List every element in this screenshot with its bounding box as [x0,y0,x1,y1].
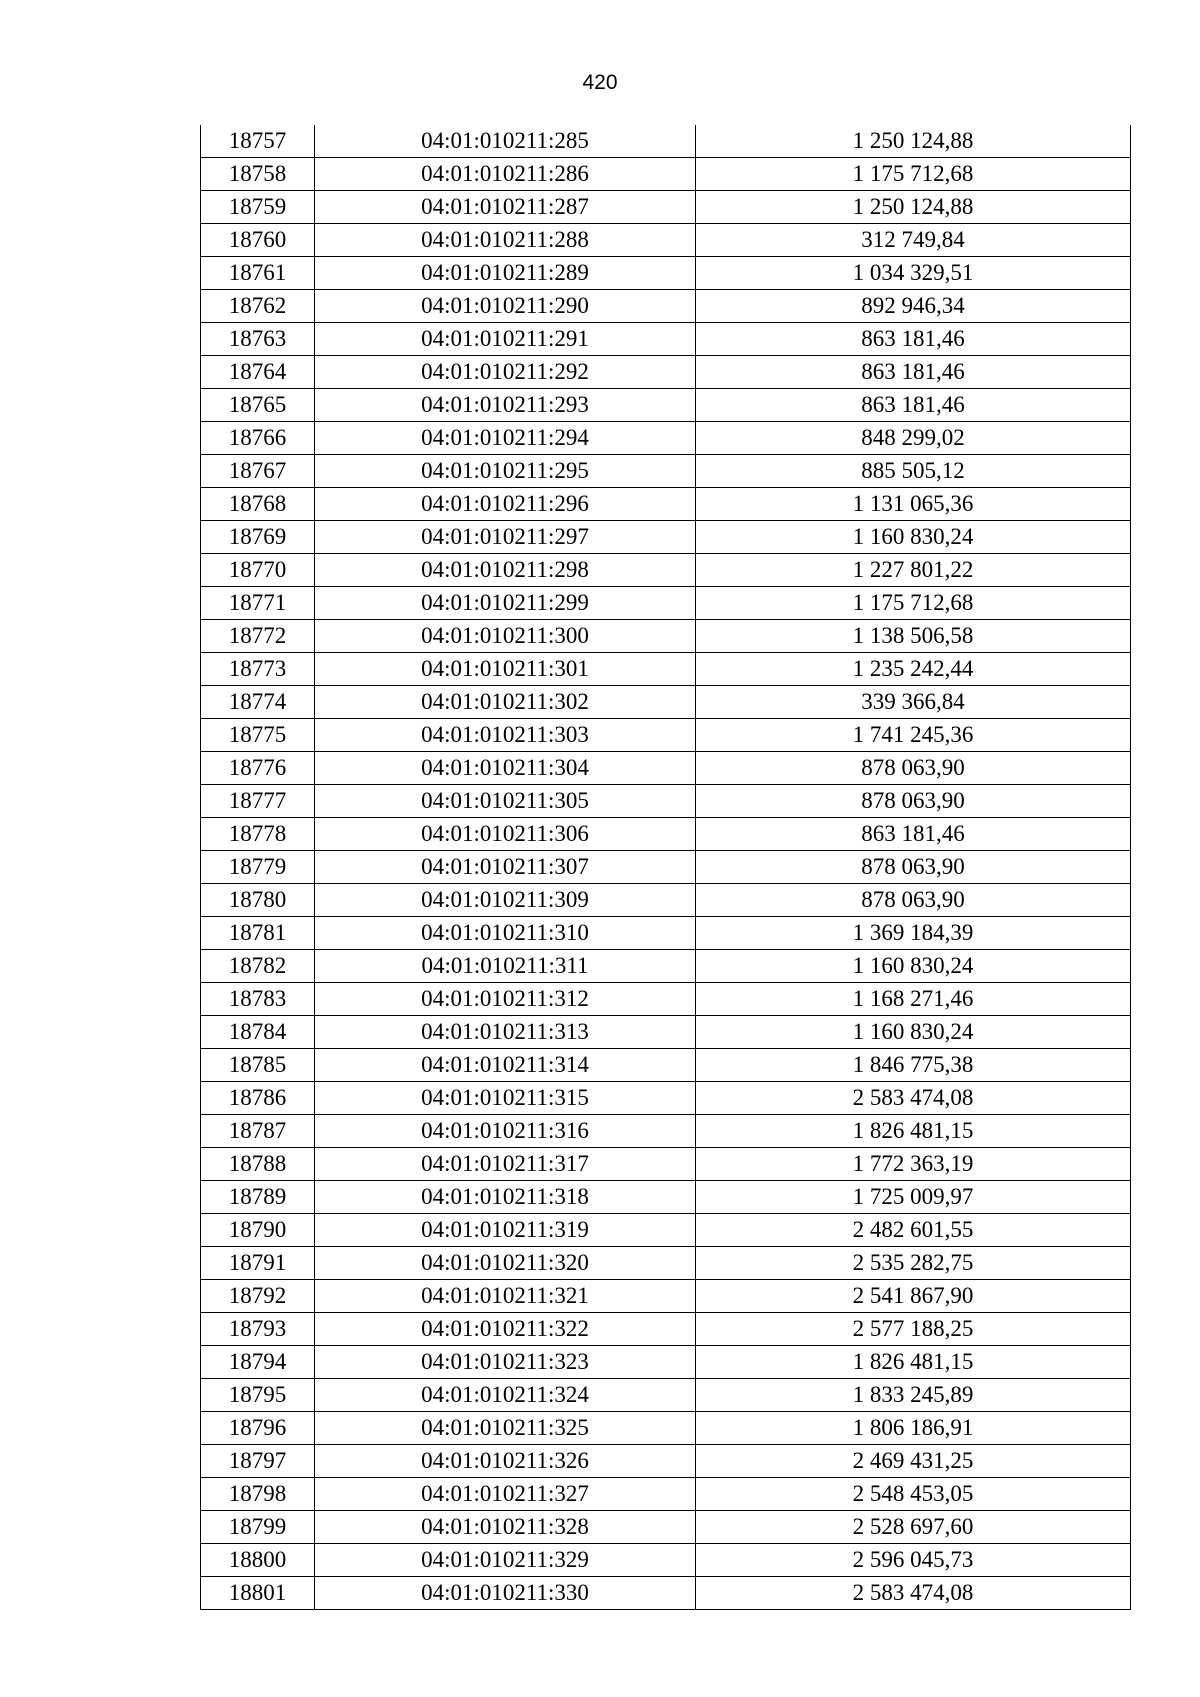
cadastral-number-cell: 04:01:010211:292 [315,356,696,389]
row-number-cell: 18772 [201,620,315,653]
cadastral-number-cell: 04:01:010211:291 [315,323,696,356]
table-row [201,1214,1131,1247]
table-row [201,290,1131,323]
row-number-cell: 18775 [201,719,315,752]
table-row [201,1445,1131,1478]
table-row [201,323,1131,356]
cadastral-number-cell: 04:01:010211:302 [315,686,696,719]
value-cell: 1 175 712,68 [696,587,1131,620]
cadastral-number-cell: 04:01:010211:309 [315,884,696,917]
cadastral-number-cell: 04:01:010211:297 [315,521,696,554]
value-cell: 863 181,46 [696,323,1131,356]
cadastral-number-cell: 04:01:010211:306 [315,818,696,851]
table-row [201,1016,1131,1049]
row-number-cell: 18764 [201,356,315,389]
table-row [201,851,1131,884]
table-row [201,1412,1131,1445]
table-row [201,653,1131,686]
cadastral-number-cell: 04:01:010211:307 [315,851,696,884]
value-cell: 878 063,90 [696,785,1131,818]
row-number-cell: 18757 [201,125,315,158]
row-number-cell: 18785 [201,1049,315,1082]
table-row [201,950,1131,983]
value-cell: 1 168 271,46 [696,983,1131,1016]
table-row [201,1511,1131,1544]
cadastral-number-cell: 04:01:010211:305 [315,785,696,818]
value-cell: 1 160 830,24 [696,950,1131,983]
cadastral-number-cell: 04:01:010211:298 [315,554,696,587]
value-cell: 2 583 474,08 [696,1082,1131,1115]
cadastral-number-cell: 04:01:010211:326 [315,1445,696,1478]
cadastral-number-cell: 04:01:010211:296 [315,488,696,521]
row-number-cell: 18789 [201,1181,315,1214]
cadastral-number-cell: 04:01:010211:289 [315,257,696,290]
table-row [201,1544,1131,1577]
cadastral-number-cell: 04:01:010211:318 [315,1181,696,1214]
row-number-cell: 18767 [201,455,315,488]
row-number-cell: 18795 [201,1379,315,1412]
value-cell: 1 227 801,22 [696,554,1131,587]
cadastral-number-cell: 04:01:010211:314 [315,1049,696,1082]
row-number-cell: 18766 [201,422,315,455]
cadastral-number-cell: 04:01:010211:311 [315,950,696,983]
table-row [201,1082,1131,1115]
value-cell: 1 369 184,39 [696,917,1131,950]
row-number-cell: 18783 [201,983,315,1016]
row-number-cell: 18781 [201,917,315,950]
table-body [201,125,1131,1610]
table-row [201,389,1131,422]
value-cell: 339 366,84 [696,686,1131,719]
cadastral-number-cell: 04:01:010211:315 [315,1082,696,1115]
value-cell: 863 181,46 [696,389,1131,422]
value-cell: 878 063,90 [696,752,1131,785]
row-number-cell: 18787 [201,1115,315,1148]
table-row [201,521,1131,554]
cadastral-number-cell: 04:01:010211:317 [315,1148,696,1181]
cadastral-number-cell: 04:01:010211:321 [315,1280,696,1313]
table-row [201,686,1131,719]
row-number-cell: 18773 [201,653,315,686]
row-number-cell: 18784 [201,1016,315,1049]
table-row [201,1148,1131,1181]
cadastral-number-cell: 04:01:010211:316 [315,1115,696,1148]
value-cell: 1 235 242,44 [696,653,1131,686]
row-number-cell: 18776 [201,752,315,785]
row-number-cell: 18796 [201,1412,315,1445]
cadastral-number-cell: 04:01:010211:328 [315,1511,696,1544]
row-number-cell: 18769 [201,521,315,554]
value-cell: 878 063,90 [696,851,1131,884]
cadastral-number-cell: 04:01:010211:310 [315,917,696,950]
table-row [201,1379,1131,1412]
cadastral-number-cell: 04:01:010211:322 [315,1313,696,1346]
table-row [201,1115,1131,1148]
table-row [201,455,1131,488]
row-number-cell: 18777 [201,785,315,818]
cadastral-number-cell: 04:01:010211:300 [315,620,696,653]
value-cell: 1 250 124,88 [696,191,1131,224]
cadastral-number-cell: 04:01:010211:295 [315,455,696,488]
row-number-cell: 18763 [201,323,315,356]
value-cell: 1 826 481,15 [696,1115,1131,1148]
table-row [201,719,1131,752]
value-cell: 312 749,84 [696,224,1131,257]
cadastral-number-cell: 04:01:010211:319 [315,1214,696,1247]
value-cell: 2 548 453,05 [696,1478,1131,1511]
row-number-cell: 18761 [201,257,315,290]
row-number-cell: 18792 [201,1280,315,1313]
cadastral-number-cell: 04:01:010211:329 [315,1544,696,1577]
table-row [201,1577,1131,1610]
value-cell: 1 160 830,24 [696,521,1131,554]
value-cell: 1 772 363,19 [696,1148,1131,1181]
table-row [201,917,1131,950]
cadastral-number-cell: 04:01:010211:327 [315,1478,696,1511]
value-cell: 1 175 712,68 [696,158,1131,191]
cadastral-number-cell: 04:01:010211:320 [315,1247,696,1280]
cadastral-number-cell: 04:01:010211:323 [315,1346,696,1379]
value-cell: 2 482 601,55 [696,1214,1131,1247]
cadastral-number-cell: 04:01:010211:304 [315,752,696,785]
row-number-cell: 18770 [201,554,315,587]
row-number-cell: 18759 [201,191,315,224]
value-cell: 1 833 245,89 [696,1379,1131,1412]
value-cell: 892 946,34 [696,290,1131,323]
page-number: 420 [582,71,618,94]
row-number-cell: 18786 [201,1082,315,1115]
table-row [201,554,1131,587]
value-cell: 878 063,90 [696,884,1131,917]
value-cell: 2 577 188,25 [696,1313,1131,1346]
cadastral-number-cell: 04:01:010211:285 [315,125,696,158]
table-row [201,1346,1131,1379]
cadastral-number-cell: 04:01:010211:293 [315,389,696,422]
table-row [201,785,1131,818]
table-row [201,191,1131,224]
row-number-cell: 18798 [201,1478,315,1511]
cadastral-number-cell: 04:01:010211:287 [315,191,696,224]
cadastral-number-cell: 04:01:010211:325 [315,1412,696,1445]
row-number-cell: 18790 [201,1214,315,1247]
cadastral-value-table [200,125,1131,1610]
table-row [201,158,1131,191]
cadastral-number-cell: 04:01:010211:313 [315,1016,696,1049]
cadastral-number-cell: 04:01:010211:301 [315,653,696,686]
table-row [201,620,1131,653]
table-row [201,884,1131,917]
row-number-cell: 18801 [201,1577,315,1610]
row-number-cell: 18788 [201,1148,315,1181]
table-row [201,752,1131,785]
row-number-cell: 18760 [201,224,315,257]
row-number-cell: 18794 [201,1346,315,1379]
row-number-cell: 18797 [201,1445,315,1478]
table-row [201,1247,1131,1280]
value-cell: 1 138 506,58 [696,620,1131,653]
value-cell: 2 583 474,08 [696,1577,1131,1610]
row-number-cell: 18768 [201,488,315,521]
value-cell: 1 160 830,24 [696,1016,1131,1049]
table-row [201,1181,1131,1214]
value-cell: 1 131 065,36 [696,488,1131,521]
cadastral-number-cell: 04:01:010211:294 [315,422,696,455]
table-row [201,257,1131,290]
value-cell: 1 034 329,51 [696,257,1131,290]
value-cell: 2 528 697,60 [696,1511,1131,1544]
row-number-cell: 18782 [201,950,315,983]
table-row [201,488,1131,521]
row-number-cell: 18771 [201,587,315,620]
value-cell: 863 181,46 [696,818,1131,851]
row-number-cell: 18799 [201,1511,315,1544]
row-number-cell: 18793 [201,1313,315,1346]
row-number-cell: 18758 [201,158,315,191]
row-number-cell: 18762 [201,290,315,323]
table-row [201,818,1131,851]
value-cell: 1 846 775,38 [696,1049,1131,1082]
table-row [201,983,1131,1016]
table-row [201,1478,1131,1511]
value-cell: 1 806 186,91 [696,1412,1131,1445]
row-number-cell: 18780 [201,884,315,917]
table-row [201,125,1131,158]
row-number-cell: 18791 [201,1247,315,1280]
table-row [201,1049,1131,1082]
table-row [201,224,1131,257]
row-number-cell: 18779 [201,851,315,884]
value-cell: 1 250 124,88 [696,125,1131,158]
value-cell: 885 505,12 [696,455,1131,488]
row-number-cell: 18765 [201,389,315,422]
value-cell: 1 741 245,36 [696,719,1131,752]
row-number-cell: 18800 [201,1544,315,1577]
row-number-cell: 18778 [201,818,315,851]
table-row [201,587,1131,620]
table-row [201,356,1131,389]
value-cell: 1 826 481,15 [696,1346,1131,1379]
table-row [201,422,1131,455]
value-cell: 2 469 431,25 [696,1445,1131,1478]
value-cell: 848 299,02 [696,422,1131,455]
cadastral-number-cell: 04:01:010211:286 [315,158,696,191]
cadastral-number-cell: 04:01:010211:330 [315,1577,696,1610]
value-cell: 1 725 009,97 [696,1181,1131,1214]
cadastral-number-cell: 04:01:010211:324 [315,1379,696,1412]
table-row [201,1280,1131,1313]
table-row [201,1313,1131,1346]
value-cell: 863 181,46 [696,356,1131,389]
cadastral-number-cell: 04:01:010211:290 [315,290,696,323]
row-number-cell: 18774 [201,686,315,719]
cadastral-number-cell: 04:01:010211:303 [315,719,696,752]
cadastral-number-cell: 04:01:010211:299 [315,587,696,620]
cadastral-number-cell: 04:01:010211:312 [315,983,696,1016]
value-cell: 2 535 282,75 [696,1247,1131,1280]
cadastral-number-cell: 04:01:010211:288 [315,224,696,257]
value-cell: 2 541 867,90 [696,1280,1131,1313]
value-cell: 2 596 045,73 [696,1544,1131,1577]
